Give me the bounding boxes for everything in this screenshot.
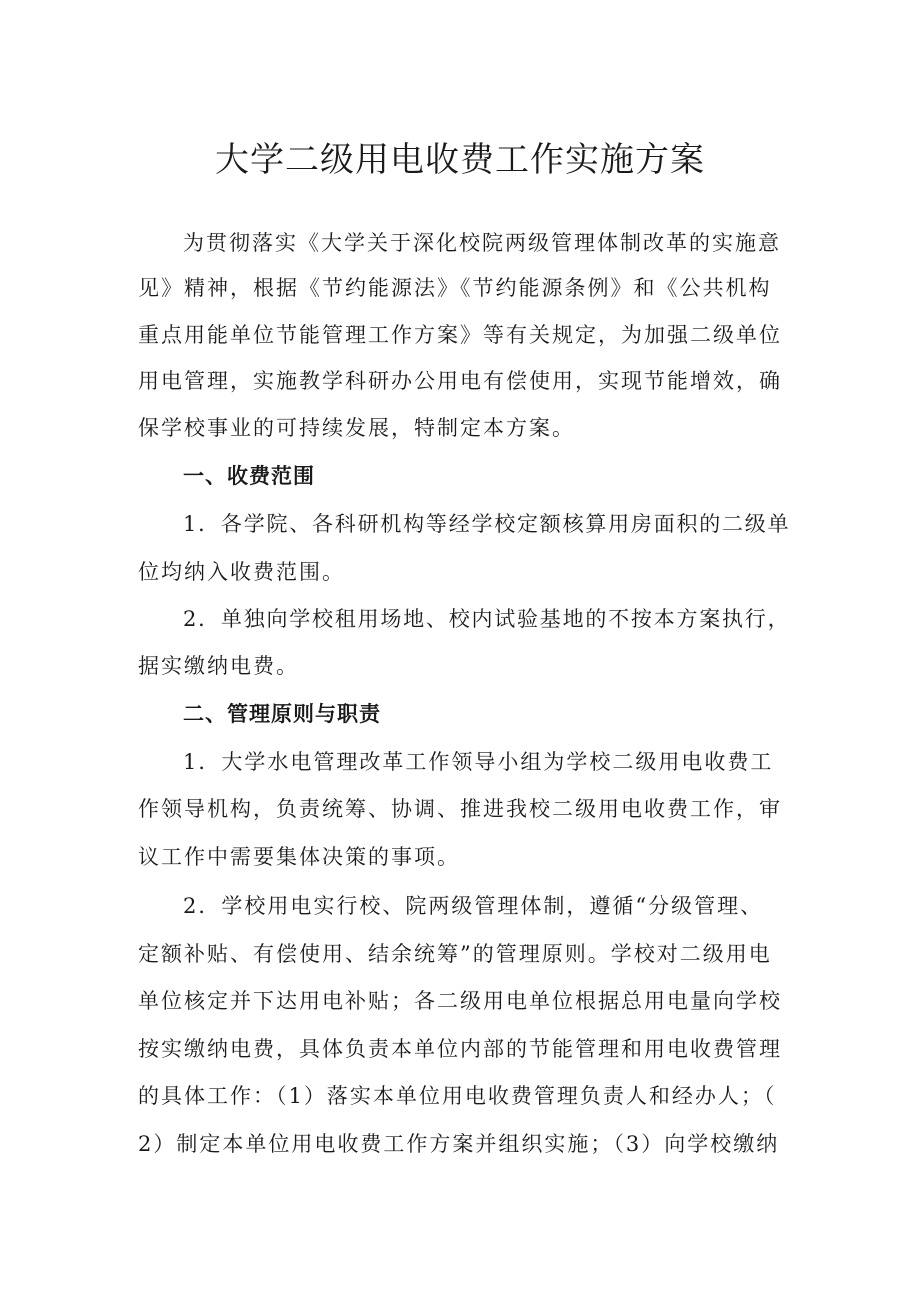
intro-line-5: 保学校事业的可持续发展，特制定本方案。 — [138, 416, 575, 440]
section2-item2-line-3: 单位核定并下达用电补贴；各二级用电单位根据总用电量向学校 — [138, 989, 782, 1013]
section1-item2-line-1: 2．单独向学校租用场地、校内试验基地的不按本方案执行， — [183, 607, 791, 631]
section2-item2-line-1: 2．学校用电实行校、院两级管理体制，遵循“分级管理、 — [183, 894, 764, 918]
section1-item2-line-2: 据实缴纳电费。 — [138, 654, 299, 678]
section2-item2-line-4: 按实缴纳电费，具体负责本单位内部的节能管理和用电收费管理 — [138, 1037, 782, 1061]
intro-line-3: 重点用能单位节能管理工作方案》等有关规定，为加强二级单位 — [138, 323, 782, 347]
intro-line-4: 用电管理，实施教学科研办公用电有偿使用，实现节能增效，确 — [138, 369, 782, 393]
document-title: 大学二级用电收费工作实施方案 — [215, 140, 705, 180]
section1-item1-line-1: 1．各学院、各科研机构等经学校定额核算用房面积的二级单 — [183, 512, 791, 536]
section2-item1-line-1: 1．大学水电管理改革工作领导小组为学校二级用电收费工 — [183, 750, 774, 774]
section2-item1-line-2: 作领导机构，负责统筹、协调、推进我校二级用电收费工作，审 — [138, 797, 782, 821]
section1-item1-line-2: 位均纳入收费范围。 — [138, 560, 345, 584]
section2-item1-line-3: 议工作中需要集体决策的事项。 — [138, 845, 460, 869]
section2-item2-line-5: 的具体工作：（1）落实本单位用电收费管理负责人和经办人；（ — [138, 1084, 777, 1108]
section2-item2-line-6: 2）制定本单位用电收费工作方案并组织实施；（3）向学校缴纳 — [138, 1132, 780, 1156]
intro-line-1: 为贯彻落实《大学关于深化校院两级管理体制改革的实施意 — [183, 231, 781, 255]
section1-heading: 一、收费范围 — [183, 464, 315, 488]
section2-item2-line-2: 定额补贴、有偿使用、结余统筹”的管理原则。学校对二级用电 — [138, 942, 772, 966]
intro-line-2: 见》精神，根据《节约能源法》《节约能源条例》和《公共机构 — [138, 276, 772, 300]
section2-heading: 二、管理原则与职责 — [183, 702, 381, 726]
